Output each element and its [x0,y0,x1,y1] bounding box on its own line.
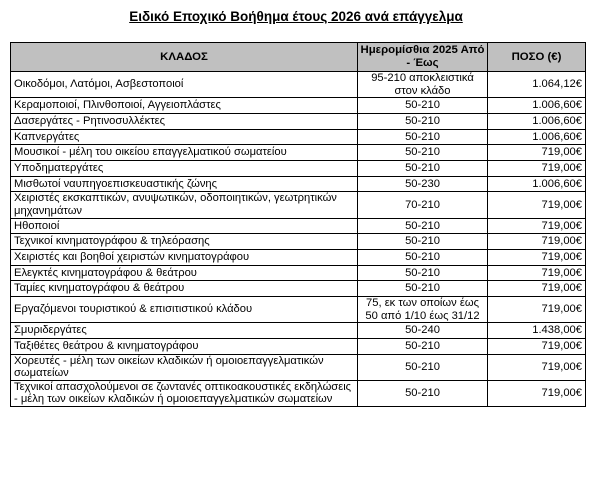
cell-period: 50-210 [358,281,488,297]
cell-period: 50-240 [358,323,488,339]
cell-category: Ηθοποιοί [11,218,358,234]
cell-period: 50-210 [358,145,488,161]
table-row [11,281,586,297]
table-header-row [11,43,586,72]
table-row [11,129,586,145]
cell-period: 50-210 [358,218,488,234]
table-row [11,249,586,265]
cell-category: Καπνεργάτες [11,129,358,145]
cell-amount: 1.438,00€ [488,323,586,339]
cell-period: 95-210 αποκλειστικά στον κλάδο [358,72,488,98]
cell-category: Χειριστές εκσκαπτικών, ανυψωτικών, οδοποιητικών, γεωτρητικών μηχανημάτων [11,192,358,218]
cell-period: 50-210 [358,354,488,380]
table-row [11,338,586,354]
cell-period: 50-210 [358,234,488,250]
cell-amount: 1.006,60€ [488,113,586,129]
cell-amount: 1.064,12€ [488,72,586,98]
benefit-table [10,42,586,407]
table-row [11,296,586,322]
table-row [11,145,586,161]
table-row [11,354,586,380]
cell-period: 50-210 [358,265,488,281]
cell-amount: 719,00€ [488,265,586,281]
cell-category: Τεχνικοί απασχολούμενοι σε ζωντανές οπτικοακουστικές εκδηλώσεις - μέλη των οικείων κλαδικών ή ομοιοεπαγγελματικών σωματείων [11,380,358,406]
cell-period: 50-210 [358,380,488,406]
table-row [11,380,586,406]
cell-period: 50-210 [358,338,488,354]
cell-amount: 719,00€ [488,354,586,380]
table-row [11,234,586,250]
header-period: Ημερομίσθια 2025 Από - Έως [358,43,488,72]
cell-period: 70-210 [358,192,488,218]
table-row [11,113,586,129]
cell-amount: 719,00€ [488,338,586,354]
cell-category: Τεχνικοί κινηματογράφου & τηλεόρασης [11,234,358,250]
table-row [11,323,586,339]
cell-amount: 719,00€ [488,192,586,218]
cell-category: Ελεγκτές κινηματογράφου & θεάτρου [11,265,358,281]
cell-amount: 1.006,60€ [488,129,586,145]
cell-category: Χειριστές και βοηθοί χειριστών κινηματογράφου [11,249,358,265]
table-row [11,176,586,192]
cell-amount: 719,00€ [488,234,586,250]
cell-category: Σμυριδεργάτες [11,323,358,339]
cell-period: 50-210 [358,249,488,265]
table-row [11,160,586,176]
cell-period: 50-210 [358,113,488,129]
cell-amount: 719,00€ [488,281,586,297]
cell-amount: 719,00€ [488,145,586,161]
cell-amount: 719,00€ [488,249,586,265]
header-category: ΚΛΑΔΟΣ [11,43,358,72]
cell-category: Οικοδόμοι, Λατόμοι, Ασβεστοποιοί [11,72,358,98]
cell-amount: 719,00€ [488,296,586,322]
cell-category: Μουσικοί - μέλη του οικείου επαγγελματικού σωματείου [11,145,358,161]
cell-amount: 719,00€ [488,380,586,406]
cell-amount: 1.006,60€ [488,98,586,114]
cell-category: Ταξιθέτες θεάτρου & κινηματογράφου [11,338,358,354]
table-row [11,265,586,281]
cell-category: Δασεργάτες - Ρητινοσυλλέκτες [11,113,358,129]
cell-category: Υποδηματεργάτες [11,160,358,176]
cell-amount: 719,00€ [488,218,586,234]
table-row [11,72,586,98]
cell-category: Ταμίες κινηματογράφου & θεάτρου [11,281,358,297]
cell-category: Εργαζόμενοι τουριστικού & επισιτιστικού κλάδου [11,296,358,322]
cell-period: 50-230 [358,176,488,192]
cell-period: 50-210 [358,129,488,145]
cell-amount: 1.006,60€ [488,176,586,192]
table-body [11,72,586,407]
page-title: Ειδικό Εποχικό Βοήθημα έτους 2026 ανά επάγγελμα [129,9,463,24]
table-row [11,192,586,218]
cell-period: 50-210 [358,98,488,114]
cell-period: 50-210 [358,160,488,176]
table-row [11,218,586,234]
cell-category: Μισθωτοί ναυπηγοεπισκευαστικής ζώνης [11,176,358,192]
cell-amount: 719,00€ [488,160,586,176]
header-amount: ΠΟΣΟ (€) [488,43,586,72]
cell-category: Χορευτές - μέλη των οικείων κλαδικών ή ομοιοεπαγγελματικών σωματείων [11,354,358,380]
cell-category: Κεραμοποιοί, Πλινθοποιοί, Αγγειοπλάστες [11,98,358,114]
cell-period: 75, εκ των οποίων έως 50 από 1/10 έως 31/12 [358,296,488,322]
table-row [11,98,586,114]
